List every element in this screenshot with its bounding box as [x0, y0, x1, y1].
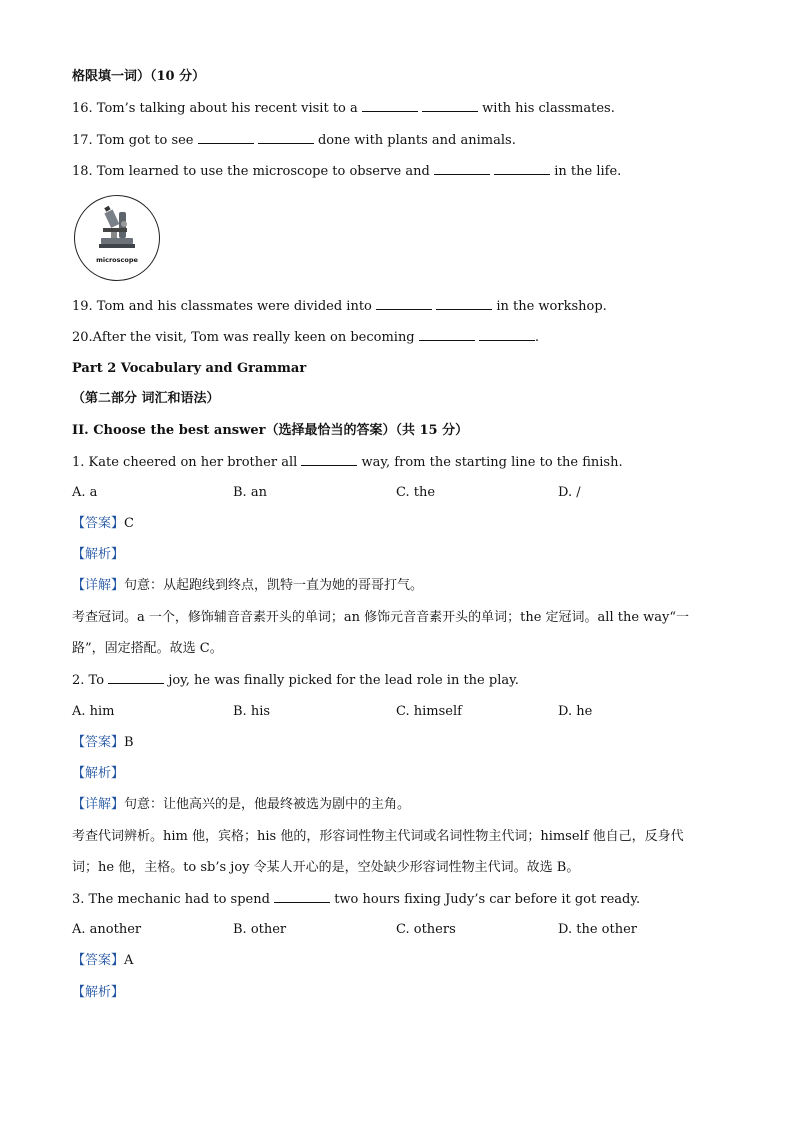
q2-stem-before: 2. To: [72, 673, 105, 688]
q20-blank-1[interactable]: [419, 328, 475, 341]
q19-blank-1[interactable]: [376, 297, 432, 310]
q2-stem-after: joy, he was finally picked for the lead role in the play.: [168, 673, 519, 688]
q20-text-after: .: [534, 330, 540, 345]
q3-answer-label: 【答案】: [72, 953, 125, 968]
q20-blank-2[interactable]: [479, 328, 535, 341]
q2-option-d[interactable]: D. he: [558, 704, 593, 719]
q19-text-after: in the workshop.: [496, 299, 607, 314]
section-heading-choose-best: II. Choose the best answer（选择最恰当的答案）（共 15 分）: [72, 423, 469, 438]
q17-text-before: 17. Tom got to see: [72, 133, 194, 148]
q18-blank-1[interactable]: [434, 162, 490, 175]
question-20: [72, 328, 539, 347]
q2-detail-label: 【详解】: [72, 797, 125, 812]
q2-blank[interactable]: [108, 671, 164, 684]
q2-answer-label: 【答案】: [72, 735, 125, 750]
q2-detail-text: 句意：让他高兴的是，他最终被选为剧中的主角。: [124, 797, 411, 812]
q3-stem-after: two hours fixing Judy’s car before it got ready.: [334, 892, 641, 907]
q1-detail: [72, 577, 423, 595]
q1-blank[interactable]: [301, 453, 357, 466]
q1-option-b[interactable]: B. an: [233, 485, 267, 500]
q1-option-a[interactable]: A. a: [72, 485, 98, 500]
q3-analysis-label: 【解析】: [72, 985, 125, 1000]
q1-explanation-line-2: 路”，固定搭配。故选 C。: [72, 641, 223, 656]
q2-explanation-line-2: 词；he 他，主格。to sb’s joy 令某人开心的是，空处缺少形容词性物主代词。故选 B。: [72, 860, 580, 875]
q3-option-b[interactable]: B. other: [233, 922, 287, 937]
q20-text-before: 20.After the visit, Tom was really keen on becoming: [72, 330, 415, 345]
q2-option-a[interactable]: A. him: [72, 704, 115, 719]
q19-text-before: 19. Tom and his classmates were divided into: [72, 299, 372, 314]
q1-stem-before: 1. Kate cheered on her brother all: [72, 455, 298, 470]
q18-text-after: in the life.: [554, 164, 622, 179]
microscope-image: [74, 195, 160, 281]
question-18: [72, 162, 621, 181]
question-17: [72, 131, 516, 150]
q18-blank-2[interactable]: [494, 162, 550, 175]
q3-answer-value: A: [124, 953, 134, 968]
q3-option-d[interactable]: D. the other: [558, 922, 637, 937]
question-16: [72, 99, 615, 118]
question-2-stem: [72, 671, 519, 690]
q16-blank-1[interactable]: [362, 99, 418, 112]
section-header-part1: 格限填一词）（10 分）: [72, 69, 206, 84]
q17-blank-2[interactable]: [258, 131, 314, 144]
q17-text-after: done with plants and animals.: [317, 133, 516, 148]
q2-option-b[interactable]: B. his: [233, 704, 271, 719]
q1-answer-label: 【答案】: [72, 516, 125, 531]
q3-stem-before: 3. The mechanic had to spend: [72, 892, 270, 907]
question-19: [72, 297, 607, 316]
q18-text-before: 18. Tom learned to use the microscope to observe and: [72, 164, 430, 179]
question-3-stem: [72, 890, 640, 909]
q16-blank-2[interactable]: [422, 99, 478, 112]
microscope-caption: microscope: [96, 256, 138, 264]
q1-answer: [72, 515, 134, 533]
question-1-stem: [72, 453, 623, 472]
q16-text-before: 16. Tom’s talking about his recent visit to a: [72, 101, 358, 116]
q1-explanation-line-1: 考查冠词。a 一个，修饰辅音音素开头的单词；an 修饰元音音素开头的单词；the 定冠词。all the way“一: [72, 610, 690, 625]
q2-answer: [72, 734, 134, 752]
q2-answer-value: B: [124, 735, 134, 750]
q19-blank-2[interactable]: [436, 297, 492, 310]
q2-detail: [72, 796, 410, 814]
q3-option-c[interactable]: C. others: [396, 922, 456, 937]
q3-option-a[interactable]: A. another: [72, 922, 142, 937]
q1-answer-value: C: [124, 516, 134, 531]
part2-subtitle: （第二部分 词汇和语法）: [72, 391, 220, 406]
part2-title: Part 2 Vocabulary and Grammar: [72, 361, 307, 376]
q1-stem-after: way, from the starting line to the finish.: [361, 455, 623, 470]
q1-analysis-label: 【解析】: [72, 547, 125, 562]
q2-explanation-line-1: 考查代词辨析。him 他，宾格；his 他的，形容词性物主代词或名词性物主代词；himself 他自己，反身代: [72, 829, 684, 844]
q2-analysis-label: 【解析】: [72, 766, 125, 781]
q16-text-after: with his classmates.: [482, 101, 615, 116]
q1-detail-text: 句意：从起跑线到终点，凯特一直为她的哥哥打气。: [124, 578, 424, 593]
microscope-icon: [75, 196, 159, 256]
q2-option-c[interactable]: C. himself: [396, 704, 462, 719]
q3-blank[interactable]: [274, 890, 330, 903]
q1-option-c[interactable]: C. the: [396, 485, 436, 500]
q3-answer: [72, 952, 133, 970]
q1-detail-label: 【详解】: [72, 578, 125, 593]
q17-blank-1[interactable]: [198, 131, 254, 144]
q1-option-d[interactable]: D. /: [558, 485, 581, 500]
